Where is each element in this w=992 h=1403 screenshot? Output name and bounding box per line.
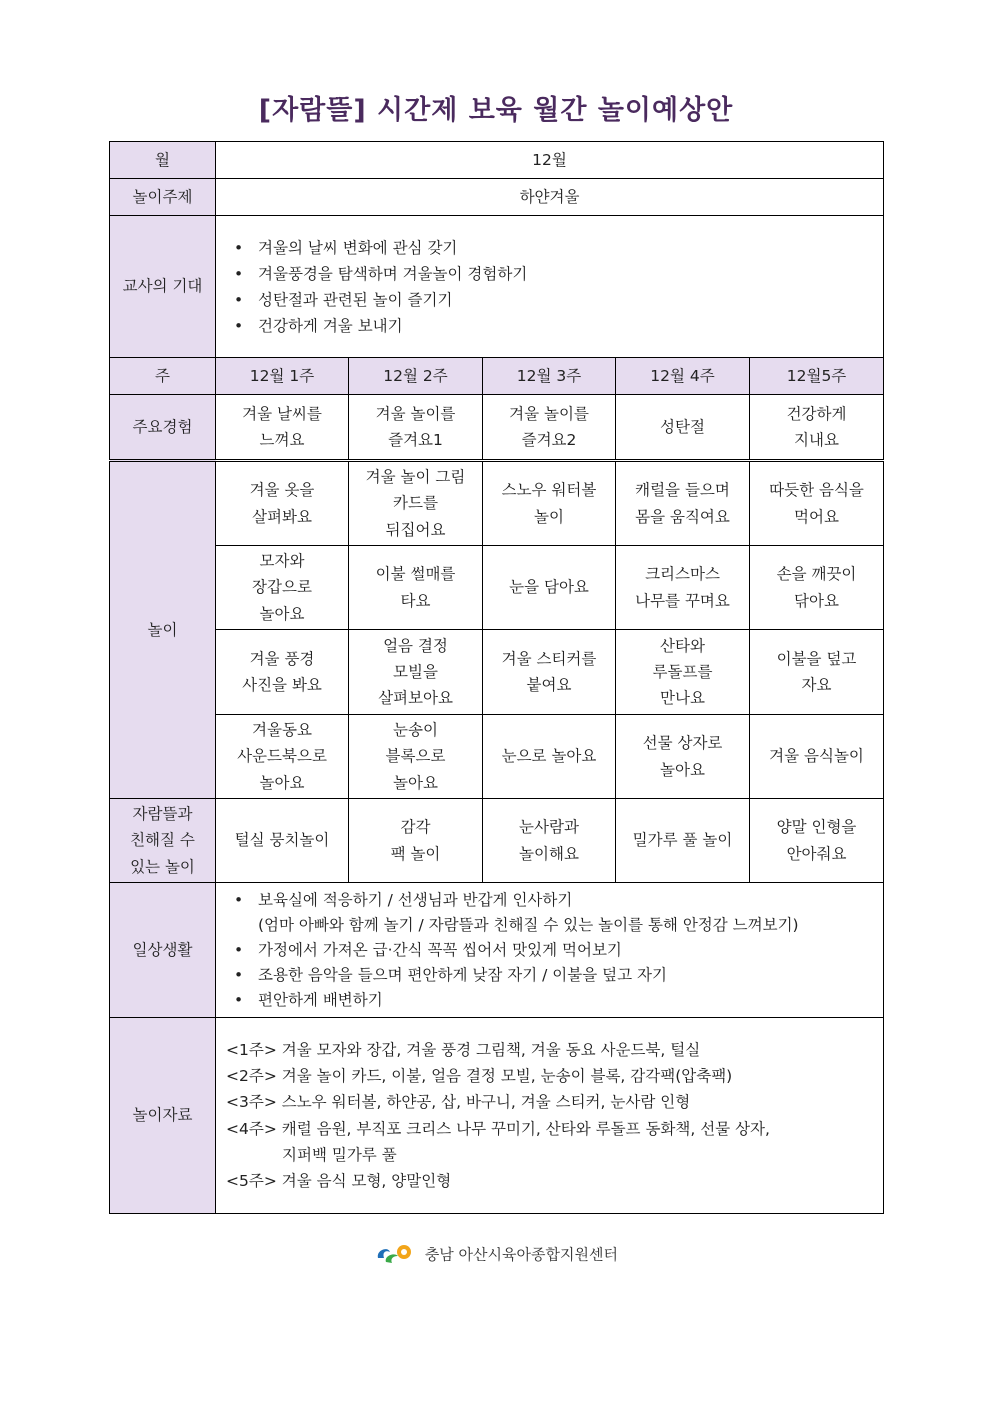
play-cell (616, 546, 750, 630)
page-title: [자람뜰] 시간제 보육 월간 놀이예상안 (258, 95, 734, 126)
expectation-cell (216, 216, 884, 358)
play-cell (216, 715, 349, 799)
play-row (110, 630, 884, 715)
materials-item: <1주> 겨울 모자와 장갑, 겨울 풍경 그림책, 겨울 동요 사운드북, 털실 (226, 1040, 701, 1059)
daily-life-item (226, 888, 879, 938)
play-cell (483, 546, 616, 630)
daily-life-item: • 가정에서 가져온 급·간식 꼭꼭 씹어서 맛있게 먹어보기 (226, 938, 879, 963)
cell-line: 살펴보아요 (378, 689, 453, 708)
cell-line: 놀이해요 (519, 844, 579, 863)
expectation-item: • 성탄절과 관련된 놀이 즐기기 (226, 287, 879, 313)
cell-line: 나무를 꾸며요 (635, 591, 730, 610)
expectation-item: • 겨울풍경을 탐색하며 겨울놀이 경험하기 (226, 261, 879, 287)
cell-line: 크리스마스 (645, 565, 720, 584)
cell-line: 겨울 스티커를 (501, 649, 597, 668)
materials-item: <4주> 캐럴 음원, 부직포 크리스 나무 꾸미기, 산타와 루돌프 동화책, 선물 상자, (226, 1119, 770, 1138)
play-cell (750, 630, 884, 715)
cell-line: 눈송이 (393, 721, 438, 740)
familiar-play-row (110, 799, 884, 883)
cell-line: 붙여요 (526, 676, 572, 695)
daily-life-subtext: (엄마 아빠와 함께 놀기 / 자람뜰과 친해질 수 있는 놀이를 통해 안정감 느껴보기) (258, 915, 799, 934)
month-label: 월 (110, 142, 216, 179)
week-3: 12월 3주 (483, 358, 616, 395)
familiar-play-cell (750, 799, 884, 883)
daily-life-item: • 조용한 음악을 들으며 편안하게 낮잠 자기 / 이불을 덮고 자기 (226, 963, 879, 988)
cell-line: 루돌프를 (652, 662, 713, 681)
center-logo-icon (374, 1240, 414, 1270)
cell-line: 놀아요 (660, 760, 705, 779)
cell-line: 겨울 풍경 (249, 649, 315, 668)
play-cell (483, 715, 616, 799)
materials-cell (216, 1018, 884, 1214)
cell-line: 뒤집어요 (385, 520, 446, 539)
week-label: 주 (110, 358, 216, 395)
materials-item-continued: 지퍼백 밀가루 풀 (282, 1145, 397, 1164)
key-experience-cell (349, 395, 483, 461)
cell-line: 사진을 봐요 (242, 676, 322, 695)
play-cell (750, 461, 884, 546)
expectation-label: 교사의 기대 (110, 216, 216, 358)
footer (0, 1240, 992, 1270)
cell-line: 털실 뭉치놀이 (234, 831, 330, 850)
expectation-item: • 겨울의 날씨 변화에 관심 갖기 (226, 235, 879, 261)
cell-line: 자요 (801, 676, 832, 695)
play-cell (750, 546, 884, 630)
familiar-play-label (110, 799, 216, 883)
cell-line: 놀아요 (393, 773, 438, 792)
daily-life-list (226, 888, 879, 1013)
cell-line: 감각 (400, 818, 431, 837)
cell-line: 겨울 놀이 그림 (365, 468, 466, 486)
play-cell (616, 715, 750, 799)
play-cell (349, 461, 483, 546)
cell-line: 겨울 놀이를 (509, 404, 589, 423)
cell-line: 겨울 옷을 (249, 481, 315, 500)
play-cell (483, 630, 616, 715)
cell-line: 모빌을 (393, 662, 438, 681)
month-value: 12월 (216, 142, 884, 179)
key-experience-cell (216, 395, 349, 461)
key-experience-cell (483, 395, 616, 461)
daily-life-cell (216, 883, 884, 1018)
key-experience-cell (750, 395, 884, 461)
materials-item: <2주> 겨울 놀이 카드, 이불, 얼음 결정 모빌, 눈송이 블록, 감각팩(압축팩) (226, 1066, 733, 1085)
expectation-item: • 건강하게 겨울 보내기 (226, 313, 879, 339)
cell-line: 손을 깨끗이 (776, 565, 857, 584)
key-experience-cell (616, 395, 750, 461)
play-cell (349, 546, 483, 630)
cell-line: 성탄절 (660, 417, 705, 436)
cell-line: 안아줘요 (786, 844, 847, 863)
cell-line: 먹어요 (794, 507, 839, 526)
cell-line: 블록으로 (385, 747, 446, 766)
daily-life-text: • 보육실에 적응하기 / 선생님과 반갑게 인사하기 (258, 890, 573, 909)
familiar-play-cell (216, 799, 349, 883)
cell-line: 자람뜰과 (132, 805, 193, 824)
materials-item: <5주> 겨울 음식 모형, 양말인형 (226, 1172, 452, 1191)
expectation-list (226, 235, 879, 339)
cell-line: 팩 놀이 (390, 844, 441, 863)
play-label: 놀이 (110, 461, 216, 799)
play-row (110, 715, 884, 799)
cell-line: 지내요 (794, 431, 839, 449)
cell-line: 친해질 수 (130, 831, 195, 850)
cell-line: 즐겨요2 (521, 431, 577, 449)
cell-line: 즐겨요1 (388, 431, 443, 449)
play-cell (349, 630, 483, 715)
cell-line: 사운드북으로 (237, 747, 327, 766)
center-name: 충남 아산시육아종합지원센터 (424, 1245, 618, 1264)
cell-line: 몸을 움직여요 (635, 507, 730, 526)
play-cell (216, 546, 349, 630)
theme-label: 놀이주제 (110, 179, 216, 216)
cell-line: 눈으로 놀아요 (501, 747, 597, 766)
cell-line: 있는 놀이 (130, 857, 195, 876)
theme-value: 하얀겨울 (216, 179, 884, 216)
cell-line: 타요 (400, 591, 431, 610)
play-cell (483, 461, 616, 546)
week-1: 12월 1주 (216, 358, 349, 395)
key-experience-row (110, 395, 884, 461)
cell-line: 얼음 결정 (383, 636, 448, 655)
cell-line: 이불을 덮고 (776, 649, 857, 668)
week-4: 12월 4주 (616, 358, 750, 395)
cell-line: 양말 인형을 (776, 818, 857, 837)
play-cell (616, 461, 750, 546)
cell-line: 스노우 워터볼 (501, 481, 597, 500)
week-2: 12월 2주 (349, 358, 483, 395)
familiar-play-cell (616, 799, 750, 883)
play-cell (349, 715, 483, 799)
cell-line: 겨울 음식놀이 (769, 747, 864, 766)
cell-line: 모자와 (259, 552, 305, 571)
cell-line: 놀아요 (259, 604, 305, 623)
cell-line: 따듯한 음식을 (769, 481, 864, 500)
cell-line: 이불 썰매를 (375, 565, 456, 584)
cell-line: 산타와 (660, 636, 705, 655)
cell-line: 겨울동요 (252, 721, 312, 740)
cell-line: 겨울 날씨를 (242, 404, 322, 423)
cell-line: 눈을 담아요 (509, 578, 589, 597)
play-row (110, 461, 884, 546)
cell-line: 겨울 놀이를 (375, 404, 456, 423)
daily-life-item: • 편안하게 배변하기 (226, 988, 879, 1013)
cell-line: 건강하게 (786, 404, 847, 423)
cell-line: 밀가루 풀 놀이 (632, 831, 733, 850)
play-cell (750, 715, 884, 799)
cell-line: 놀아요 (259, 773, 305, 792)
cell-line: 장갑으로 (252, 578, 312, 597)
play-cell (216, 461, 349, 546)
cell-line: 느껴요 (259, 431, 305, 449)
cell-line: 눈사람과 (519, 818, 579, 837)
familiar-play-cell (483, 799, 616, 883)
cell-line: 선물 상자로 (642, 734, 723, 753)
daily-life-label: 일상생활 (110, 883, 216, 1018)
familiar-play-cell (349, 799, 483, 883)
cell-line: 만나요 (660, 689, 705, 708)
key-experience-label: 주요경험 (110, 395, 216, 461)
cell-line: 카드를 (393, 494, 438, 513)
play-cell (216, 630, 349, 715)
cell-line: 놀이 (534, 507, 564, 526)
cell-line: 살펴봐요 (252, 507, 312, 526)
week-5: 12월5주 (750, 358, 884, 395)
materials-label: 놀이자료 (110, 1018, 216, 1214)
plan-table (109, 141, 884, 1214)
play-cell (616, 630, 750, 715)
materials-item: <3주> 스노우 워터볼, 하얀공, 삽, 바구니, 겨울 스티커, 눈사람 인형 (226, 1093, 691, 1112)
play-row (110, 546, 884, 630)
cell-line: 캐럴을 들으며 (635, 481, 730, 500)
cell-line: 닦아요 (794, 591, 839, 610)
